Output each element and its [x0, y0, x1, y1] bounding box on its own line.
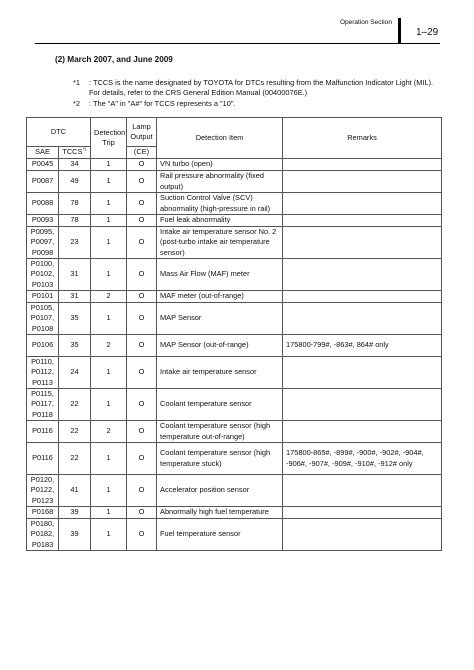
dtc-tccs-cell: 22 [59, 421, 91, 443]
detection-trip-cell: 1 [91, 259, 127, 291]
tccs-footnote-mark: *1 [82, 146, 87, 152]
table-row [27, 507, 442, 519]
dtc-sae-cell: P0115, P0117, P0118 [27, 389, 59, 421]
lamp-output-cell: O [127, 357, 157, 389]
detection-item-cell: Intake air temperature sensor No. 2 (post-turbo intake air temperature sensor) [157, 227, 283, 259]
footnote-text: : The "A" in "A#" for TCCS represents a "10". [89, 99, 236, 108]
lamp-output-cell: O [127, 159, 157, 171]
col-header-lamp-output: Lamp Output [127, 118, 157, 147]
detection-item-cell: Coolant temperature sensor [157, 389, 283, 421]
table-row [27, 159, 442, 171]
remarks-cell: 175800-799#, -863#, 864# only [283, 335, 442, 357]
dtc-sae-cell: P0045 [27, 159, 59, 171]
table-row [27, 193, 442, 215]
detection-item-cell: Accelerator position sensor [157, 475, 283, 507]
col-header-detection-item: Detection Item [157, 118, 283, 159]
remarks-cell [283, 389, 442, 421]
detection-item-cell: Coolant temperature sensor (high temperature stuck) [157, 443, 283, 475]
dtc-sae-cell: P0087 [27, 171, 59, 193]
dtc-sae-cell: P0105, P0107, P0108 [27, 303, 59, 335]
table-row [27, 357, 442, 389]
detection-trip-cell: 1 [91, 519, 127, 551]
lamp-output-cell: O [127, 519, 157, 551]
lamp-output-cell: O [127, 443, 157, 475]
dtc-sae-cell: P0116 [27, 443, 59, 475]
detection-trip-cell: 1 [91, 159, 127, 171]
detection-item-cell: VN turbo (open) [157, 159, 283, 171]
lamp-output-cell: O [127, 335, 157, 357]
remarks-cell [283, 303, 442, 335]
detection-item-cell: Mass Air Flow (MAF) meter [157, 259, 283, 291]
footnote-mark: *1 [73, 78, 80, 87]
footnote-text: : TCCS is the name designated by TOYOTA for DTCs resulting from the Malfunction Indicator Light (MIL). For details, refer to the CRS General Edition Manual (00400076E.) [89, 78, 434, 98]
lamp-output-cell: O [127, 303, 157, 335]
table-row [27, 389, 442, 421]
detection-item-cell: Rail pressure abnormality (fixed output) [157, 171, 283, 193]
table-row [27, 443, 442, 475]
remarks-cell [283, 475, 442, 507]
table-row [27, 475, 442, 507]
page-number: 1–29 [416, 27, 439, 38]
table-row [27, 171, 442, 193]
lamp-output-cell: O [127, 389, 157, 421]
dtc-tccs-cell: 34 [59, 159, 91, 171]
detection-item-cell: MAF meter (out-of-range) [157, 291, 283, 303]
table-row [27, 227, 442, 259]
table-row [27, 259, 442, 291]
remarks-cell [283, 227, 442, 259]
remarks-cell [283, 259, 442, 291]
detection-item-cell: Intake air temperature sensor [157, 357, 283, 389]
col-header-ce: (CE) [127, 147, 157, 159]
lamp-output-cell: O [127, 259, 157, 291]
detection-trip-cell: 1 [91, 475, 127, 507]
dtc-tccs-cell: 35 [59, 335, 91, 357]
detection-trip-cell: 1 [91, 443, 127, 475]
dtc-sae-cell: P0180, P0182, P0183 [27, 519, 59, 551]
col-header-dtc: DTC [27, 118, 91, 147]
detection-item-cell: Fuel leak abnormality [157, 215, 283, 227]
lamp-output-cell: O [127, 421, 157, 443]
dtc-tccs-cell: 24 [59, 357, 91, 389]
detection-trip-cell: 2 [91, 291, 127, 303]
table-row [27, 335, 442, 357]
detection-trip-cell: 1 [91, 507, 127, 519]
detection-trip-cell: 1 [91, 389, 127, 421]
lamp-output-cell: O [127, 171, 157, 193]
dtc-table-body [27, 159, 442, 551]
detection-trip-cell: 1 [91, 357, 127, 389]
section-title: (2) March 2007, and June 2009 [55, 55, 173, 64]
dtc-tccs-cell: 78 [59, 193, 91, 215]
lamp-output-cell: O [127, 227, 157, 259]
dtc-tccs-cell: 49 [59, 171, 91, 193]
lamp-output-cell: O [127, 193, 157, 215]
dtc-sae-cell: P0095, P0097, P0098 [27, 227, 59, 259]
col-header-sae: SAE [27, 147, 59, 159]
table-row [27, 291, 442, 303]
col-header-tccs: TCCS$^{*1}$ [59, 147, 91, 159]
dtc-sae-cell: P0088 [27, 193, 59, 215]
remarks-cell [283, 421, 442, 443]
dtc-tccs-cell: 39 [59, 519, 91, 551]
remarks-cell [283, 519, 442, 551]
detection-item-cell: MAP Sensor [157, 303, 283, 335]
detection-trip-cell: 1 [91, 215, 127, 227]
footnote-mark: *2 [73, 99, 80, 108]
detection-trip-cell: 1 [91, 193, 127, 215]
dtc-table [26, 117, 442, 551]
detection-item-cell: Fuel temperature sensor [157, 519, 283, 551]
dtc-tccs-cell: 23 [59, 227, 91, 259]
detection-trip-cell: 1 [91, 303, 127, 335]
lamp-output-cell: O [127, 507, 157, 519]
header-divider-bar [398, 18, 401, 43]
remarks-cell: 175800-865#, -899#, -900#, -902#, -904#, -906#, -907#, -909#, -910#, -912# only [283, 443, 442, 475]
remarks-cell [283, 159, 442, 171]
dtc-tccs-cell: 41 [59, 475, 91, 507]
dtc-tccs-cell: 22 [59, 389, 91, 421]
header-section-label: Operation Section [339, 19, 392, 26]
col-header-detection-trip: Detection Trip [91, 118, 127, 159]
table-row [27, 215, 442, 227]
detection-trip-cell: 1 [91, 171, 127, 193]
remarks-cell [283, 291, 442, 303]
remarks-cell [283, 215, 442, 227]
dtc-sae-cell: P0106 [27, 335, 59, 357]
table-row [27, 421, 442, 443]
detection-item-cell: Coolant temperature sensor (high temperature out-of-range) [157, 421, 283, 443]
dtc-sae-cell: P0110, P0112, P0113 [27, 357, 59, 389]
dtc-tccs-cell: 22 [59, 443, 91, 475]
dtc-tccs-cell: 39 [59, 507, 91, 519]
dtc-sae-cell: P0116 [27, 421, 59, 443]
dtc-tccs-cell: 78 [59, 215, 91, 227]
dtc-tccs-cell: 31 [59, 291, 91, 303]
dtc-tccs-cell: 31 [59, 259, 91, 291]
dtc-sae-cell: P0100, P0102, P0103 [27, 259, 59, 291]
detection-trip-cell: 1 [91, 227, 127, 259]
lamp-output-cell: O [127, 291, 157, 303]
header-rule [35, 43, 440, 44]
dtc-sae-cell: P0093 [27, 215, 59, 227]
table-row [27, 303, 442, 335]
dtc-sae-cell: P0101 [27, 291, 59, 303]
detection-trip-cell: 2 [91, 335, 127, 357]
table-row [27, 519, 442, 551]
detection-item-cell: Suction Control Valve (SCV) abnormality (high-pressure in rail) [157, 193, 283, 215]
remarks-cell [283, 193, 442, 215]
dtc-tccs-cell: 35 [59, 303, 91, 335]
remarks-cell [283, 507, 442, 519]
remarks-cell [283, 171, 442, 193]
detection-item-cell: MAP Sensor (out-of-range) [157, 335, 283, 357]
detection-trip-cell: 2 [91, 421, 127, 443]
detection-item-cell: Abnormally high fuel temperature [157, 507, 283, 519]
lamp-output-cell: O [127, 475, 157, 507]
remarks-cell [283, 357, 442, 389]
col-header-remarks: Remarks [283, 118, 442, 159]
dtc-sae-cell: P0120, P0122, P0123 [27, 475, 59, 507]
dtc-sae-cell: P0168 [27, 507, 59, 519]
lamp-output-cell: O [127, 215, 157, 227]
